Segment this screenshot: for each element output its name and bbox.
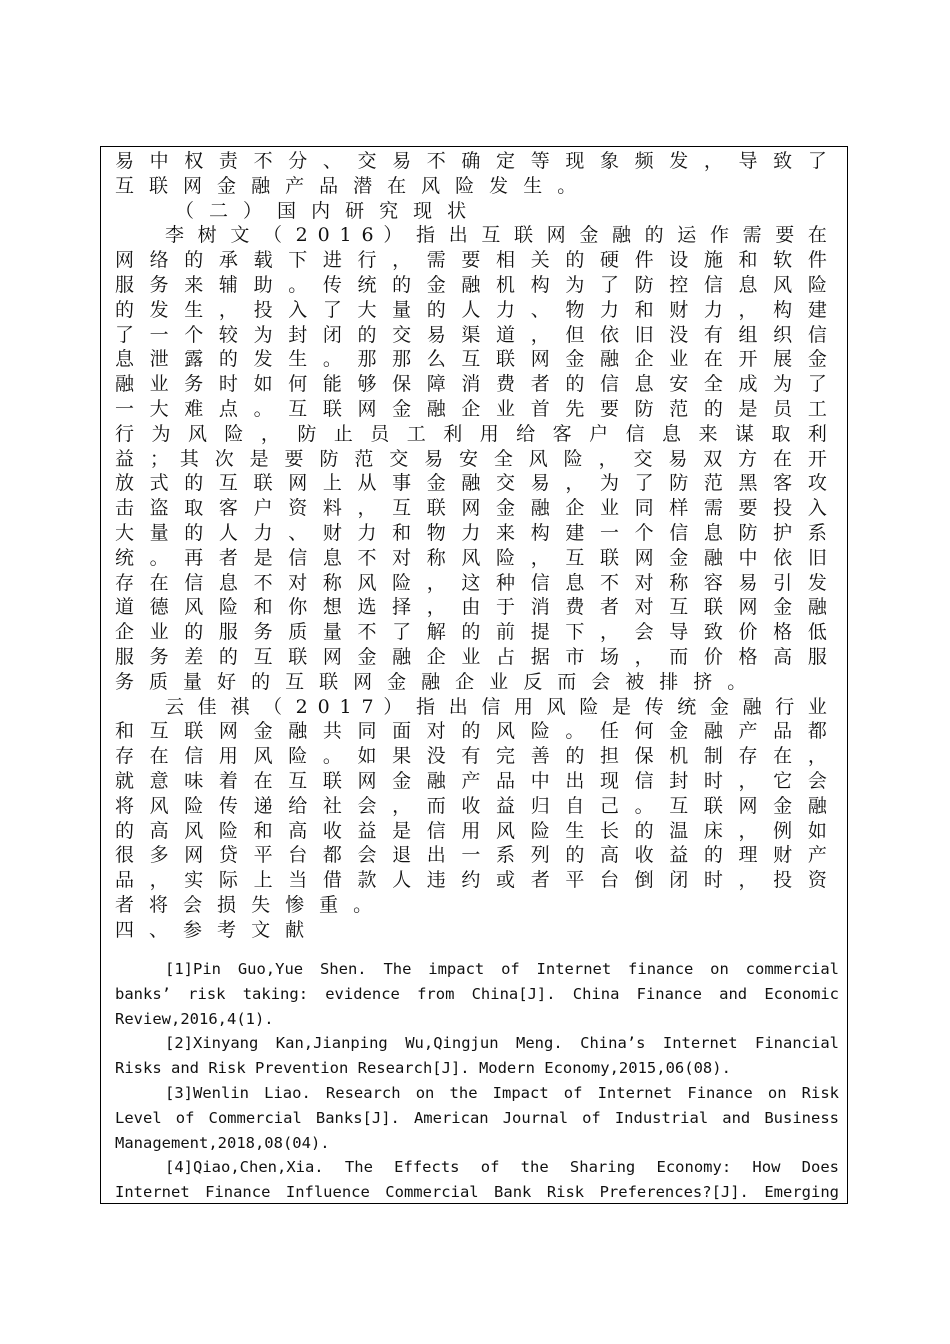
text-line: 的 发 生 ， 投 入 了 大 量 的 人 力 、 物 力 和 财 力 ， 构 建 [115, 298, 827, 321]
text-line: 务 质 量 好 的 互 联 网 金 融 企 业 反 而 会 被 排 挤 。 [115, 670, 747, 693]
reference-line: Internet Finance Influence Commercial Bank Risk Preferences?[J]. Emerging [115, 1183, 839, 1202]
text-line: 存 在 信 息 不 对 称 风 险 ， 这 种 信 息 不 对 称 容 易 引 发 [115, 571, 827, 594]
text-line: 和 互 联 网 金 融 共 同 面 对 的 风 险 。 任 何 金 融 产 品 都 [115, 720, 827, 743]
text-line: 益 ； 其 次 是 要 防 范 交 易 安 全 风 险 ， 交 易 双 方 在 开 [115, 447, 827, 470]
document-frame [100, 146, 848, 1204]
text-line: 网 络 的 承 载 下 进 行 ， 需 要 相 关 的 硬 件 设 施 和 软 件 [115, 249, 827, 272]
text-line: 将 风 险 传 递 给 社 会 ， 而 收 益 归 自 己 。 互 联 网 金 融 [115, 794, 827, 817]
text-line: 李 树 文 （ 2 0 1 6 ） 指 出 互 联 网 金 融 的 运 作 需 要 在 [165, 224, 827, 247]
text-line: 的 高 风 险 和 高 收 益 是 信 用 风 险 生 长 的 温 床 ， 例 如 [115, 819, 827, 842]
reference-line: [1]Pin Guo,Yue Shen. The impact of Internet finance on commercial [165, 960, 839, 978]
reference-line: Management,2018,08(04). [115, 1133, 330, 1152]
reference-line: [2]Xinyang Kan,Jianping Wu,Qingjun Meng. China’s Internet Financial [165, 1034, 839, 1053]
text-line: 服 务 来 辅 助 。 传 统 的 金 融 机 构 为 了 防 控 信 息 风 险 [115, 273, 827, 296]
text-line: 放 式 的 互 联 网 上 从 事 金 融 交 易 ， 为 了 防 范 黑 客 攻 [115, 472, 827, 495]
text-line: 互 联 网 金 融 产 品 潜 在 风 险 发 生 。 [115, 174, 577, 197]
section-heading: （ 二 ） 国 内 研 究 现 状 [175, 199, 467, 222]
text-line: 服 务 差 的 互 联 网 金 融 企 业 占 据 市 场 ， 而 价 格 高 服 [115, 645, 827, 668]
text-line: 就 意 味 着 在 互 联 网 金 融 产 品 中 出 现 信 封 时 ， 它 会 [115, 769, 827, 792]
text-line: 融 业 务 时 如 何 能 够 保 障 消 费 者 的 信 息 安 全 成 为 了 [115, 373, 827, 396]
text-line: 息 泄 露 的 发 生 。 那 那 么 互 联 网 金 融 企 业 在 开 展 金 [115, 348, 827, 371]
text-line: 很 多 网 贷 平 台 都 会 退 出 一 系 列 的 高 收 益 的 理 财 产 [115, 844, 827, 867]
reference-item [115, 1155, 839, 1204]
reference-line: banks’ risk taking: evidence from China[J]. China Finance and Economic [115, 984, 839, 1003]
reference-line: Risks and Risk Prevention Research[J]. Modern Economy,2015,06(08). [115, 1059, 731, 1078]
text-line: 大 量 的 人 力 、 财 力 和 物 力 来 构 建 一 个 信 息 防 护 系 [115, 521, 827, 544]
text-line: 云 佳 祺 （ 2 0 1 7 ） 指 出 信 用 风 险 是 传 统 金 融 行 业 [165, 695, 827, 718]
reference-item [115, 1081, 839, 1155]
text-line: 了 一 个 较 为 封 闭 的 交 易 渠 道 ， 但 依 旧 没 有 组 织 信 [115, 323, 827, 346]
reference-item [115, 957, 839, 1031]
text-line: 统 。 再 者 是 信 息 不 对 称 风 险 ， 互 联 网 金 融 中 依 旧 [115, 546, 827, 569]
text-line: 一 大 难 点 。 互 联 网 金 融 企 业 首 先 要 防 范 的 是 员 工 [115, 397, 827, 420]
reference-line: Review,2016,4(1). [115, 1009, 274, 1028]
text-line: 企 业 的 服 务 质 量 不 了 解 的 前 提 下 ， 会 导 致 价 格 低 [115, 621, 827, 644]
chinese-body [115, 149, 827, 943]
reference-line: Level of Commercial Banks[J]. American Journal of Industrial and Business [115, 1108, 839, 1127]
reference-line: [3]Wenlin Liao. Research on the Impact of Internet Finance on Risk [165, 1083, 839, 1102]
text-line: 者 将 会 损 失 惨 重 。 [115, 893, 373, 916]
references-list [115, 957, 839, 1204]
text-line: 击 盗 取 客 户 资 料 ， 互 联 网 金 融 企 业 同 样 需 要 投 入 [115, 497, 827, 520]
text-line: 行 为 风 险 ， 防 止 员 工 利 用 给 客 户 信 息 来 谋 取 利 [115, 422, 827, 445]
text-line: 品 ， 实 际 上 当 借 款 人 违 约 或 者 平 台 倒 闭 时 ， 投 资 [115, 869, 827, 892]
text-line: 易 中 权 责 不 分 、 交 易 不 确 定 等 现 象 频 发 ， 导 致 了 [115, 150, 827, 172]
reference-line: [4]Qiao,Chen,Xia. The Effects of the Sharing Economy: How Does [165, 1158, 839, 1177]
section-heading: 四 、 参 考 文 献 [115, 918, 305, 941]
reference-item [115, 1031, 839, 1081]
text-line: 存 在 信 用 风 险 。 如 果 没 有 完 善 的 担 保 机 制 存 在 ， [115, 745, 827, 768]
text-line: 道 德 风 险 和 你 想 选 择 ， 由 于 消 费 者 对 互 联 网 金 融 [115, 596, 827, 619]
